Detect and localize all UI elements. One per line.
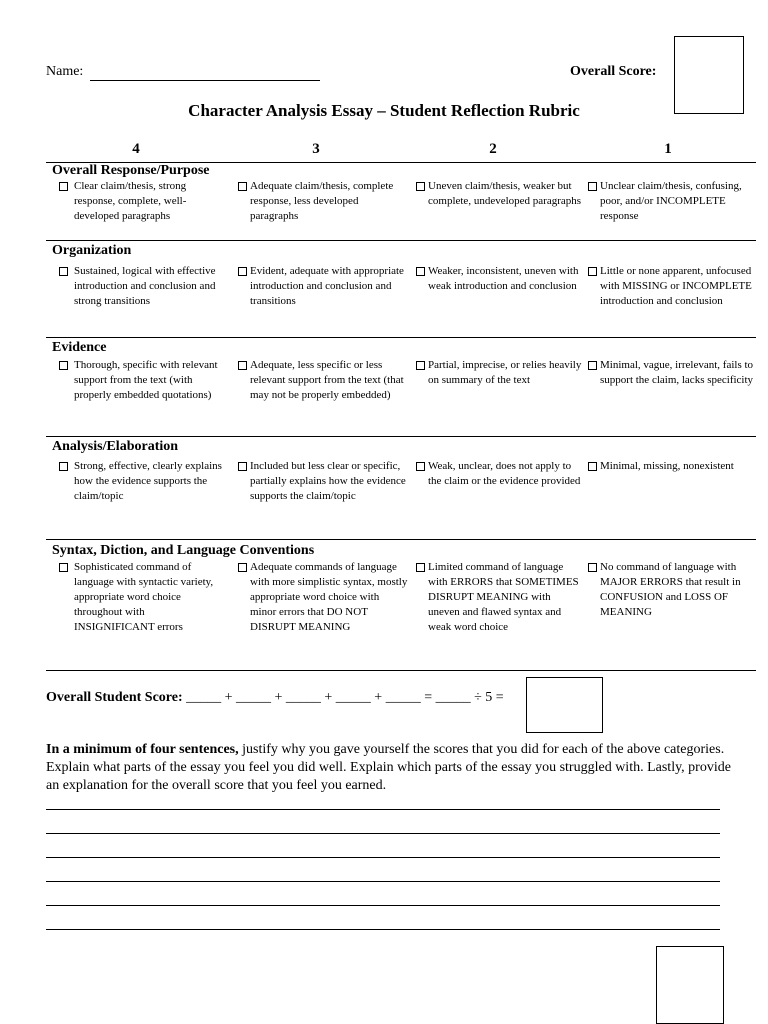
section-title: Overall Response/Purpose bbox=[52, 163, 210, 178]
checkbox-icon[interactable] bbox=[588, 182, 597, 191]
page-corner-box[interactable] bbox=[656, 946, 724, 1024]
checkbox-icon[interactable] bbox=[238, 267, 247, 276]
criterion-text: Partial, imprecise, or relies heavily on summary of the text bbox=[428, 359, 582, 386]
writing-line[interactable] bbox=[46, 857, 720, 858]
criterion-text: Sophisticated command of language with syntactic variety, appropriate word choice throughout with INSIGNIFICANT errors bbox=[74, 561, 214, 633]
criterion-cell bbox=[582, 358, 756, 403]
writing-line[interactable] bbox=[46, 905, 720, 906]
checkbox-icon[interactable] bbox=[238, 182, 247, 191]
criterion-text: No command of language with MAJOR ERRORS that result in CONFUSION and LOSS OF MEANING bbox=[600, 561, 741, 618]
criterion-text: Uneven claim/thesis, weaker but complete, undeveloped paragraphs bbox=[428, 180, 582, 207]
checkbox-icon[interactable] bbox=[416, 462, 425, 471]
criterion-text: Weaker, inconsistent, uneven with weak introduction and conclusion bbox=[428, 265, 579, 292]
checkbox-icon[interactable] bbox=[416, 563, 425, 572]
criterion-cell bbox=[408, 560, 582, 635]
checkbox-icon[interactable] bbox=[238, 361, 247, 370]
writing-line[interactable] bbox=[46, 929, 720, 930]
checkbox-icon[interactable] bbox=[416, 267, 425, 276]
scale-header-2: 2 bbox=[489, 141, 497, 157]
name-field[interactable] bbox=[90, 80, 320, 81]
criterion-cell bbox=[226, 358, 408, 403]
checkbox-icon[interactable] bbox=[59, 267, 68, 276]
criterion-text: Strong, effective, clearly explains how the evidence supports the claim/topic bbox=[74, 460, 222, 502]
criterion-cell bbox=[46, 179, 226, 224]
criterion-cell bbox=[582, 560, 756, 635]
page-title: Character Analysis Essay – Student Reflection Rubric bbox=[188, 101, 580, 120]
scale-header-4: 4 bbox=[132, 141, 140, 157]
criterion-text: Included but less clear or specific, partially explains how the evidence supports the claim/topic bbox=[250, 460, 406, 502]
criterion-cell bbox=[46, 560, 226, 635]
checkbox-icon[interactable] bbox=[588, 563, 597, 572]
checkbox-icon[interactable] bbox=[59, 361, 68, 370]
criterion-cell bbox=[582, 264, 756, 309]
writing-line[interactable] bbox=[46, 833, 720, 834]
criterion-cell bbox=[46, 459, 226, 504]
criterion-text: Adequate, less specific or less relevant support from the text (that may not be properly embedded) bbox=[250, 359, 404, 401]
instructions-emphasis: In a minimum of four sentences, bbox=[46, 742, 239, 757]
criterion-cell bbox=[226, 560, 408, 635]
criterion-text: Clear claim/thesis, strong response, complete, well-developed paragraphs bbox=[74, 180, 187, 222]
checkbox-icon[interactable] bbox=[59, 462, 68, 471]
checkbox-icon[interactable] bbox=[588, 462, 597, 471]
checkbox-icon[interactable] bbox=[59, 563, 68, 572]
checkbox-icon[interactable] bbox=[59, 182, 68, 191]
criterion-cell bbox=[46, 264, 226, 309]
criterion-cell bbox=[408, 264, 582, 309]
criterion-text: Evident, adequate with appropriate introduction and conclusion and transitions bbox=[250, 265, 404, 307]
criterion-cell bbox=[46, 358, 226, 403]
scale-header-1: 1 bbox=[664, 141, 672, 157]
section-title: Syntax, Diction, and Language Conventions bbox=[52, 543, 315, 558]
scale-header-3: 3 bbox=[312, 141, 320, 157]
criterion-text: Unclear claim/thesis, confusing, poor, and/or INCOMPLETE response bbox=[600, 180, 742, 222]
criterion-text: Adequate claim/thesis, complete response, less developed paragraphs bbox=[250, 180, 394, 222]
checkbox-icon[interactable] bbox=[588, 267, 597, 276]
criterion-cell bbox=[408, 459, 582, 504]
checkbox-icon[interactable] bbox=[238, 563, 247, 572]
instructions-text: justify why you gave yourself the scores that you did for each of the above categories. Explain what parts of the essay you feel you did well. Explain which parts of the essay you struggled with. Lastly, provide an explanation for the overall score that you feel you earned. bbox=[46, 742, 731, 793]
overall-student-score bbox=[46, 690, 504, 706]
criterion-cell bbox=[408, 179, 582, 224]
criterion-cell bbox=[226, 179, 408, 224]
checkbox-icon[interactable] bbox=[416, 182, 425, 191]
checkbox-icon[interactable] bbox=[238, 462, 247, 471]
reflection-instructions bbox=[46, 741, 736, 795]
criterion-cell bbox=[582, 179, 756, 224]
rubric-section-syntax bbox=[46, 540, 756, 671]
section-title: Evidence bbox=[52, 340, 107, 355]
criterion-text: Minimal, missing, nonexistent bbox=[600, 460, 734, 472]
criterion-cell bbox=[226, 459, 408, 504]
section-title: Analysis/Elaboration bbox=[52, 439, 179, 454]
overall-student-score-box[interactable] bbox=[526, 677, 603, 733]
criterion-text: Minimal, vague, irrelevant, fails to support the claim, lacks specificity bbox=[600, 359, 754, 386]
criterion-text: Adequate commands of language with more simplistic syntax, mostly appropriate word choice with minor errors that DO NOT DISRUPT MEANING bbox=[250, 561, 408, 633]
overall-score-label: Overall Score: bbox=[570, 64, 657, 79]
writing-line[interactable] bbox=[46, 881, 720, 882]
criterion-text: Limited command of language with ERRORS that SOMETIMES DISRUPT MEANING with uneven and flawed syntax and weak word choice bbox=[428, 561, 579, 633]
criterion-text: Little or none apparent, unfocused with MISSING or INCOMPLETE introduction and conclusion bbox=[600, 265, 752, 307]
criterion-cell bbox=[226, 264, 408, 309]
writing-line[interactable] bbox=[46, 809, 720, 810]
rubric-table bbox=[46, 162, 756, 671]
criterion-cell bbox=[582, 459, 756, 504]
criterion-text: Sustained, logical with effective introduction and conclusion and strong transitions bbox=[74, 265, 216, 307]
rubric-section-analysis bbox=[46, 437, 756, 540]
criterion-cell bbox=[408, 358, 582, 403]
score-formula[interactable]: _____ + _____ + _____ + _____ + _____ = _____ ÷ 5 = bbox=[186, 690, 504, 705]
checkbox-icon[interactable] bbox=[588, 361, 597, 370]
rubric-section-organization bbox=[46, 241, 756, 338]
name-label: Name: bbox=[46, 64, 84, 79]
criterion-text: Thorough, specific with relevant support from the text (with properly embedded quotations) bbox=[74, 359, 218, 401]
criterion-text: Weak, unclear, does not apply to the claim or the evidence provided bbox=[428, 460, 581, 487]
rubric-section-evidence bbox=[46, 338, 756, 437]
rubric-section-overall-response bbox=[46, 162, 756, 241]
overall-student-score-label: Overall Student Score: bbox=[46, 690, 183, 705]
section-title: Organization bbox=[52, 243, 132, 258]
checkbox-icon[interactable] bbox=[416, 361, 425, 370]
